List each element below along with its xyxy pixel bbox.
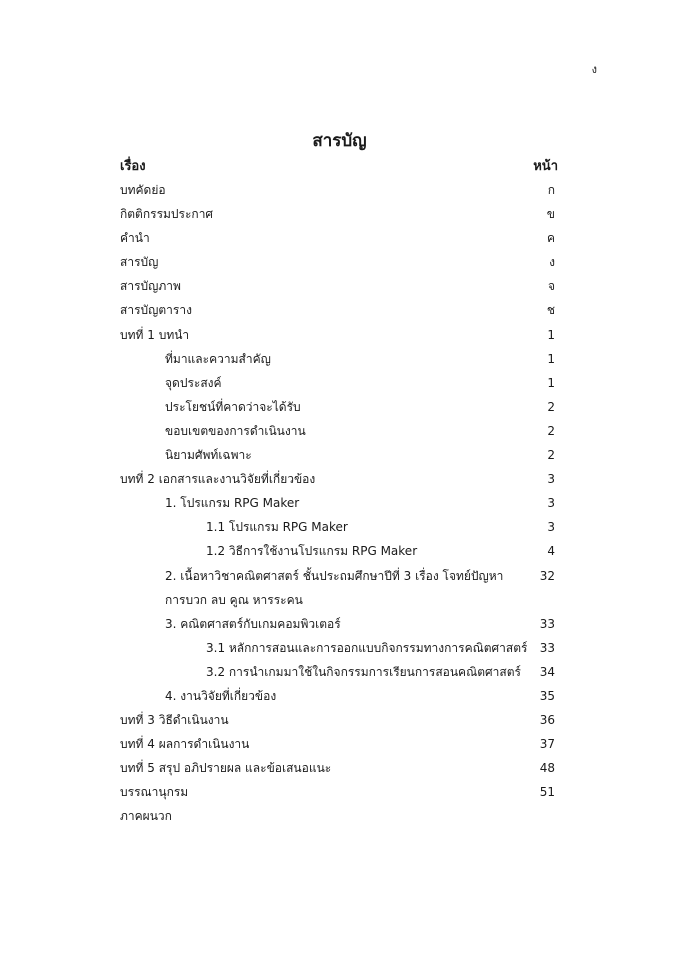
toc-entry-title: บทที่ 3 วิธีดำเนินงาน	[120, 713, 229, 728]
toc-entry-title: 3.2 การนำเกมมาใช้ในกิจกรรมการเรียนการสอนคณิตศาสตร์	[206, 664, 521, 679]
toc-entry-page: 1	[547, 327, 555, 342]
toc-entry-page: ก	[547, 183, 555, 197]
toc-entry-title: 1.1 โปรแกรม RPG Maker	[206, 520, 348, 535]
toc-chapter	[120, 467, 555, 491]
toc-entry	[120, 226, 555, 250]
toc-entry-page: 1	[547, 351, 555, 366]
toc-entry	[120, 395, 555, 419]
toc-chapter	[120, 756, 555, 780]
toc-entry	[120, 371, 555, 395]
toc-entry	[120, 419, 555, 443]
toc-subentry	[120, 539, 555, 563]
toc-entry-title: สารบัญ	[120, 255, 159, 270]
toc-entry-title: ขอบเขตของการดำเนินงาน	[165, 423, 306, 438]
toc-entry-page: 36	[539, 713, 555, 728]
toc-entry-page: ช	[546, 303, 555, 318]
toc-subentry	[120, 660, 555, 684]
toc-chapter	[120, 732, 555, 756]
toc-entry-page: 1	[547, 375, 555, 390]
toc-entry-page: 34	[539, 664, 555, 679]
toc-entry	[120, 564, 555, 612]
table-of-contents	[120, 178, 555, 829]
toc-entry-page: ข	[546, 207, 555, 222]
toc-entry-title: คำนำ	[120, 231, 150, 246]
toc-entry-title: บทที่ 4 ผลการดำเนินงาน	[120, 737, 250, 752]
toc-entry-title: 3. คณิตศาสตร์กับเกมคอมพิวเตอร์	[165, 616, 341, 631]
toc-entry	[120, 202, 555, 226]
toc-entry-page: ง	[549, 255, 555, 270]
toc-entry-page: จ	[547, 279, 555, 294]
toc-entry-page: 2	[547, 448, 555, 463]
toc-entry-title: จุดประสงค์	[165, 375, 222, 390]
toc-entry-page: 48	[539, 761, 555, 776]
toc-entry-title: บรรณานุกรม	[120, 785, 189, 800]
toc-subentry	[120, 636, 555, 660]
page-title: สารบัญ	[312, 131, 367, 151]
toc-entry-page: 35	[539, 688, 555, 703]
toc-entry	[120, 178, 555, 202]
toc-entry-page: 33	[539, 616, 555, 631]
toc-entry-page: 4	[547, 544, 555, 559]
toc-entry-page: 32	[539, 568, 555, 583]
toc-entry-title: กิตติกรรมประกาศ	[120, 207, 214, 222]
toc-entry-title: 4. งานวิจัยที่เกี่ยวข้อง	[165, 688, 277, 703]
toc-entry-page: 3	[547, 496, 555, 511]
toc-entry-title: บทที่ 1 บทนำ	[120, 327, 190, 342]
toc-entry	[120, 804, 555, 828]
toc-entry-title: บทที่ 2 เอกสารและงานวิจัยที่เกี่ยวข้อง	[120, 472, 316, 487]
toc-entry	[120, 612, 555, 636]
toc-entry-title: ประโยชน์ที่คาดว่าจะได้รับ	[165, 399, 301, 414]
toc-entry-title: นิยามศัพท์เฉพาะ	[165, 448, 252, 463]
toc-entry-title: 2. เนื้อหาวิชาคณิตศาสตร์ ชั้นประถมศึกษาปีที่ 3 เรื่อง โจทย์ปัญหาการบวก ลบ คูณ หารระคน	[165, 568, 504, 607]
toc-entry	[120, 780, 555, 804]
toc-entry	[120, 347, 555, 371]
page-number: ง	[591, 63, 597, 76]
toc-entry-title: ที่มาและความสำคัญ	[165, 351, 271, 366]
toc-entry	[120, 443, 555, 467]
toc-entry	[120, 250, 555, 274]
toc-entry-title: บทคัดย่อ	[120, 183, 166, 197]
toc-entry-title: บทที่ 5 สรุป อภิปรายผล และข้อเสนอแนะ	[120, 761, 332, 776]
toc-entry-page: 51	[539, 785, 555, 800]
toc-entry-page: 37	[539, 737, 555, 752]
toc-entry-title: ภาคผนวก	[120, 809, 172, 824]
toc-entry-title: สารบัญตาราง	[120, 303, 192, 318]
column-header-page: หน้า	[533, 159, 558, 174]
toc-chapter	[120, 708, 555, 732]
toc-entry-page: 2	[547, 423, 555, 438]
toc-entry	[120, 684, 555, 708]
toc-entry	[120, 298, 555, 322]
toc-entry-page: 2	[547, 399, 555, 414]
toc-entry-page: 3	[547, 520, 555, 535]
column-header-topic: เรื่อง	[120, 159, 146, 174]
toc-chapter	[120, 323, 555, 347]
toc-entry	[120, 491, 555, 515]
toc-entry-page: 33	[539, 640, 555, 655]
toc-entry-page: 3	[547, 472, 555, 487]
toc-entry	[120, 274, 555, 298]
toc-entry-title: สารบัญภาพ	[120, 279, 181, 294]
toc-entry-page: ค	[546, 231, 555, 246]
toc-entry-title: 3.1 หลักการสอนและการออกแบบกิจกรรมทางการคณิตศาสตร์	[206, 640, 528, 655]
toc-entry-title: 1.2 วิธีการใช้งานโปรแกรม RPG Maker	[206, 544, 418, 559]
toc-entry-title: 1. โปรแกรม RPG Maker	[165, 496, 300, 511]
toc-subentry	[120, 515, 555, 539]
